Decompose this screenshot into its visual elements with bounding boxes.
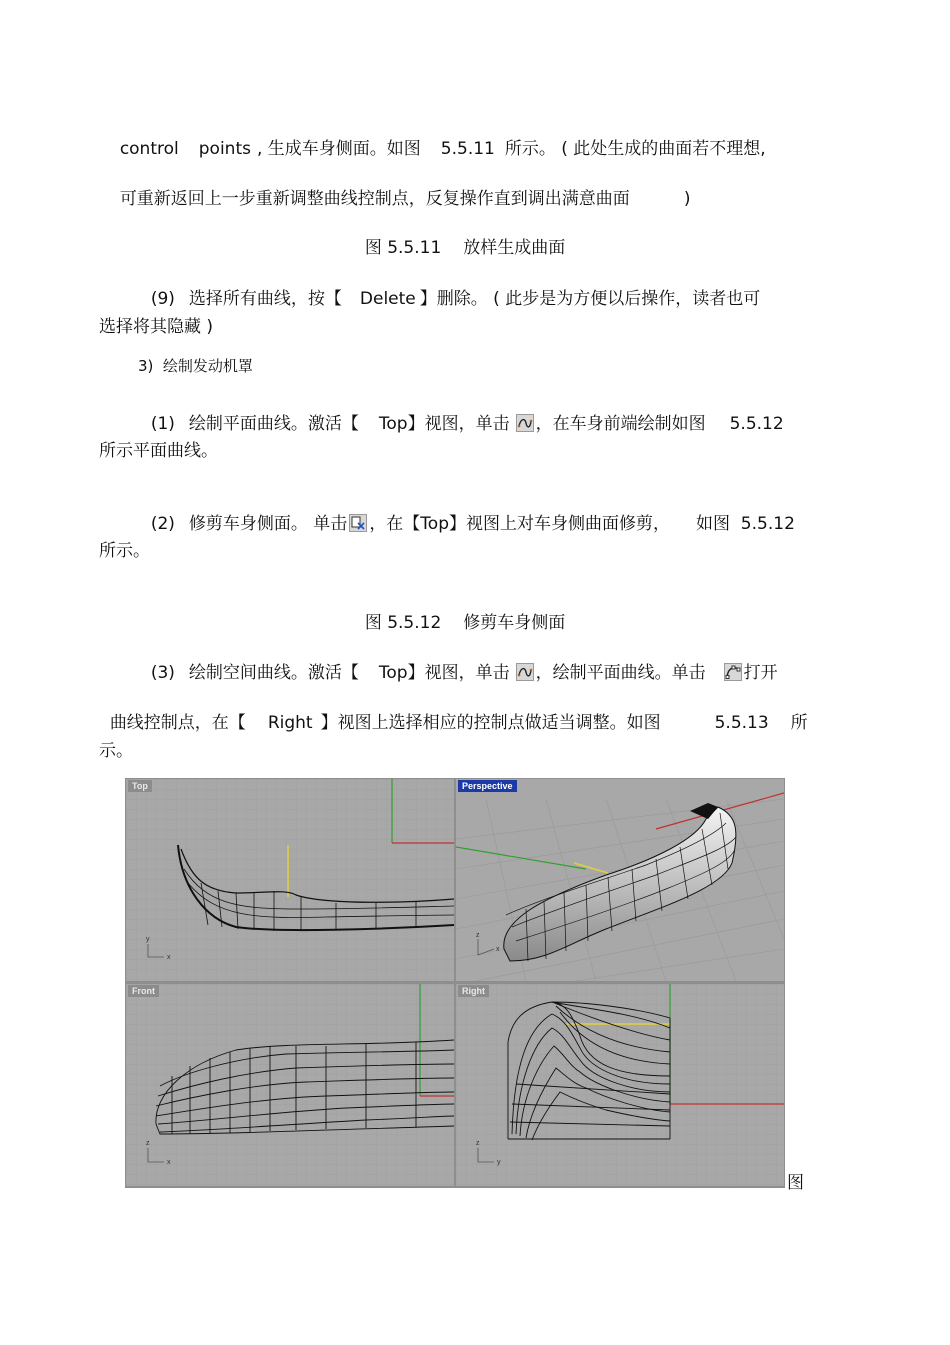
text-span: 选择所有曲线，按【 xyxy=(188,289,342,309)
text-line xyxy=(109,166,690,210)
caption-number: 图 5.5.12 xyxy=(364,613,442,633)
step-number: (3) xyxy=(150,663,175,683)
viewport-label: Front xyxy=(128,985,159,997)
text-span: ，在【Top】视图上对车身侧曲面修剪， xyxy=(369,514,670,534)
figure-caption xyxy=(354,215,565,259)
step-number: (1) xyxy=(150,414,175,434)
caption-title: 修剪车身侧面 xyxy=(463,613,566,633)
axis-label: x xyxy=(167,954,171,961)
text-line xyxy=(140,640,778,684)
axis-label: z xyxy=(476,1140,480,1147)
figure-5-5-13 xyxy=(125,778,785,1188)
axis-label: y xyxy=(497,1159,501,1166)
text-line xyxy=(140,491,795,535)
text-span: ，绘制平面曲线。单击 xyxy=(535,663,706,683)
viewport-label: Perspective xyxy=(458,780,517,792)
figure-ref: 5.5.13 xyxy=(714,713,769,733)
figure-ref: 5.5.12 xyxy=(729,414,784,434)
text-span: 绘制平面曲线。激活【 xyxy=(188,414,359,434)
viewport-right[interactable] xyxy=(456,984,784,1186)
text-span: 修剪车身侧面。 单击 xyxy=(188,514,348,534)
trim-tool-icon xyxy=(349,514,367,532)
text-line xyxy=(140,391,784,435)
step-number: (2) xyxy=(150,514,175,534)
text-span: points xyxy=(198,139,251,159)
text-line xyxy=(109,116,766,160)
text-span: , 生成车身侧面。如图 xyxy=(256,139,421,159)
axis-label: y xyxy=(146,936,150,943)
figure-ref: 5.5.11 xyxy=(440,139,495,159)
curve-tool-icon xyxy=(516,663,534,681)
text-span: ，在车身前端绘制如图 xyxy=(535,414,706,434)
text-line: 所示。 xyxy=(99,541,150,561)
text-line: 选择将其隐藏 ) xyxy=(99,317,214,337)
text-span: 打开 xyxy=(743,663,778,683)
figure-caption xyxy=(354,590,565,634)
viewport-label: Right xyxy=(458,985,489,997)
viewport-top[interactable] xyxy=(126,779,454,981)
caption-title: 放样生成曲面 xyxy=(463,238,566,258)
text-span: 绘制空间曲线。激活【 xyxy=(188,663,359,683)
text-span: 可重新返回上一步重新调整曲线控制点，反复操作直到调出满意曲面 xyxy=(119,189,630,209)
text-span: 如图 5.5.12 xyxy=(696,514,795,534)
text-span: 曲线控制点，在【 xyxy=(109,713,246,733)
viewport-label: Top xyxy=(128,780,152,792)
axis-label: x xyxy=(496,946,500,953)
text-span: Top】视图，单击 xyxy=(378,414,510,434)
curve-tool-icon xyxy=(516,414,534,432)
text-line xyxy=(99,690,808,734)
view-name: Right xyxy=(267,713,313,733)
text-line xyxy=(140,266,760,310)
text-span: Top】视图，单击 xyxy=(378,663,510,683)
text-span: 所示。 ( 此处生成的曲面若不理想, xyxy=(504,139,766,159)
text-line: 所示平面曲线。 xyxy=(99,441,218,461)
text-span: ) xyxy=(683,189,691,209)
figure-caption-fragment: 图 xyxy=(787,1173,804,1193)
viewport-front[interactable] xyxy=(126,984,454,1186)
caption-number: 图 5.5.11 xyxy=(364,238,442,258)
section-heading: 3) 绘制发动机罩 xyxy=(138,357,253,375)
text-span: 】视图上选择相应的控制点做适当调整。如图 xyxy=(320,713,661,733)
text-span: 所 xyxy=(790,713,808,733)
text-span: control xyxy=(119,139,179,159)
step-number: (9) xyxy=(150,289,175,309)
axis-label: x xyxy=(167,1159,171,1166)
axis-label: z xyxy=(476,932,480,939)
axis-label: z xyxy=(146,1140,150,1147)
text-span: 】删除。 ( 此步是为方便以后操作，读者也可 xyxy=(419,289,761,309)
control-points-on-icon xyxy=(724,663,742,681)
key-name: Delete xyxy=(359,289,416,309)
text-line: 示。 xyxy=(99,741,133,761)
viewport-perspective[interactable] xyxy=(456,779,784,981)
